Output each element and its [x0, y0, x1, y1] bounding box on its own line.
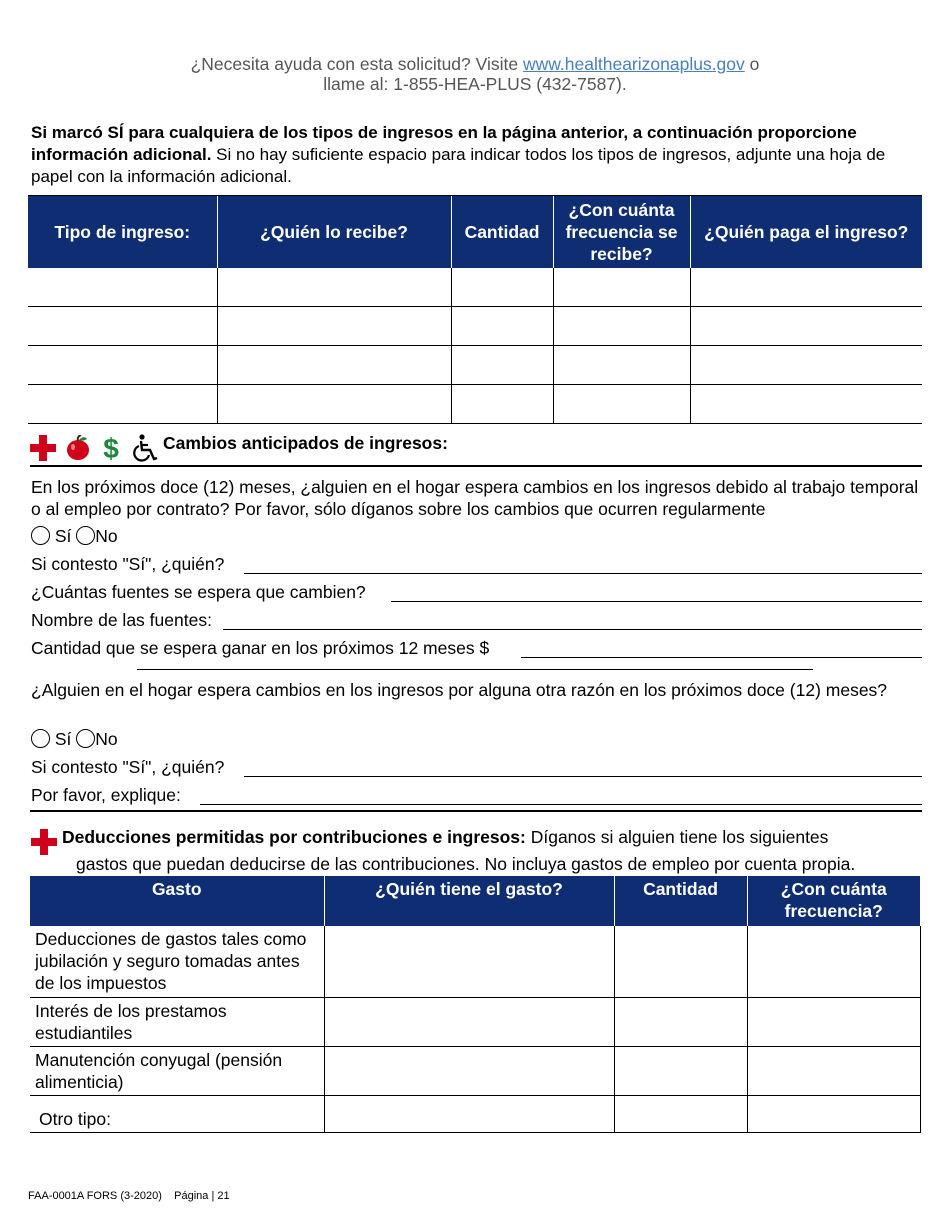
explain-label: Por favor, explique: — [31, 785, 181, 805]
table-cell[interactable] — [553, 346, 690, 385]
table-row — [28, 346, 922, 385]
yes-radio[interactable] — [31, 526, 50, 545]
svg-text:$: $ — [103, 433, 119, 463]
col-frequency: ¿Con cuánta frecuencia? — [747, 876, 920, 926]
table-cell[interactable] — [614, 1046, 747, 1095]
amount-label: Cantidad que se espera ganar en los próximos 12 meses $ — [31, 638, 490, 658]
table-cell[interactable] — [324, 1095, 614, 1132]
table-cell[interactable] — [747, 926, 920, 997]
table-cell[interactable] — [28, 268, 217, 307]
page-number: Página | 21 — [174, 1190, 230, 1202]
yes-label: Sí — [54, 729, 72, 749]
col-amount: Cantidad — [614, 876, 747, 926]
deductions-section-top-rule — [30, 810, 922, 812]
expense-label: Interés de los prestamos estudiantiles — [30, 997, 324, 1046]
apple-icon — [65, 435, 91, 461]
table-cell[interactable] — [614, 997, 747, 1046]
table-cell[interactable] — [747, 1046, 920, 1095]
table-cell[interactable] — [451, 307, 553, 346]
table-row — [30, 1095, 920, 1132]
who-row-2 — [31, 757, 922, 779]
yes-label: Sí — [54, 526, 72, 546]
table-cell[interactable] — [217, 346, 451, 385]
no-label: No — [95, 729, 118, 749]
yes-radio[interactable] — [31, 729, 50, 748]
dollar-icon — [100, 433, 122, 463]
table-cell[interactable] — [614, 926, 747, 997]
table-cell[interactable] — [553, 385, 690, 424]
who-row-1 — [31, 554, 922, 576]
changes-section-header — [30, 432, 922, 467]
yes-no-group-1 — [31, 525, 118, 547]
deductions-table — [30, 876, 921, 1133]
table-cell[interactable] — [451, 346, 553, 385]
section-divider — [137, 669, 813, 670]
who-input-line[interactable] — [244, 776, 922, 777]
no-label: No — [95, 526, 118, 546]
col-income-type: Tipo de ingreso: — [28, 196, 217, 269]
question-other-reason: ¿Alguien en el hogar espera cambios en los ingresos por alguna otra razón en los próximos doce (12) meses? — [31, 680, 888, 700]
income-table-header — [28, 196, 922, 269]
no-radio[interactable] — [76, 526, 95, 545]
table-cell[interactable] — [217, 307, 451, 346]
form-id: FAA-0001A FORS (3-2020) — [28, 1190, 162, 1202]
who-input-line[interactable] — [244, 573, 922, 574]
col-amount: Cantidad — [451, 196, 553, 269]
deductions-text-1: Díganos si alguien tiene los siguientes — [525, 827, 829, 847]
table-row — [30, 1046, 920, 1095]
explain-row — [31, 785, 922, 807]
table-row — [28, 268, 922, 307]
table-row — [30, 997, 920, 1046]
sources-name-label: Nombre de las fuentes: — [31, 610, 212, 630]
sources-name-row — [31, 610, 922, 632]
website-link[interactable]: www.healthearizonaplus.gov — [522, 54, 745, 74]
intro-paragraph — [31, 122, 921, 188]
intro-bold: Si marcó SÍ para cualquiera de los tipos de ingresos en la página anterior, a continuación proporcione información adicional. — [31, 123, 857, 164]
table-cell[interactable] — [747, 1095, 920, 1132]
table-cell[interactable] — [690, 307, 922, 346]
expense-label: Manutención conyugal (pensión alimenticia) — [30, 1046, 324, 1095]
table-cell[interactable] — [324, 1046, 614, 1095]
col-recipient: ¿Quién lo recibe? — [217, 196, 451, 269]
deductions-table-header — [30, 876, 920, 926]
table-row — [28, 385, 922, 424]
deductions-text-2: gastos que puedan deducirse de las contribuciones. No incluya gastos de empleo por cuenta propia. — [76, 854, 856, 874]
table-cell[interactable] — [28, 385, 217, 424]
table-cell[interactable] — [690, 268, 922, 307]
table-cell[interactable] — [28, 346, 217, 385]
sources-count-row — [31, 582, 922, 604]
help-phone: llame al: 1-855-HEA-PLUS (432-7587). — [323, 74, 627, 94]
page-footer — [28, 1190, 230, 1202]
table-cell[interactable] — [324, 926, 614, 997]
no-radio[interactable] — [76, 729, 95, 748]
wheelchair-icon — [133, 434, 159, 462]
col-frequency: ¿Con cuánta frecuencia se recibe? — [553, 196, 690, 269]
help-text-suffix: o — [744, 54, 760, 74]
income-table — [28, 195, 922, 424]
sources-count-label: ¿Cuántas fuentes se espera que cambien? — [31, 582, 366, 602]
deductions-title: Deducciones permitidas por contribuciones e ingresos: — [62, 827, 526, 847]
sources-count-input-line[interactable] — [391, 601, 922, 602]
table-cell[interactable] — [28, 307, 217, 346]
explain-input-line[interactable] — [200, 804, 922, 805]
table-cell[interactable] — [614, 1095, 747, 1132]
col-who-has-expense: ¿Quién tiene el gasto? — [324, 876, 614, 926]
table-cell[interactable] — [553, 268, 690, 307]
col-expense: Gasto — [30, 876, 324, 926]
sources-name-input-line[interactable] — [223, 629, 922, 630]
help-text: ¿Necesita ayuda con esta solicitud? Visite — [190, 54, 523, 74]
col-payer: ¿Quién paga el ingreso? — [690, 196, 922, 269]
medical-cross-icon — [30, 435, 56, 461]
who-label: Si contesto "Sí", ¿quién? — [31, 757, 225, 777]
table-cell[interactable] — [217, 385, 451, 424]
changes-title: Cambios anticipados de ingresos: — [163, 433, 448, 453]
medical-cross-icon — [31, 829, 57, 855]
expense-label: Deducciones de gastos tales como jubilación y seguro tomadas antes de los impuestos — [30, 926, 324, 997]
table-row — [30, 926, 920, 997]
help-header — [0, 54, 950, 94]
who-label: Si contesto "Sí", ¿quién? — [31, 554, 225, 574]
amount-input-line[interactable] — [521, 657, 922, 658]
table-cell[interactable] — [690, 385, 922, 424]
table-cell[interactable] — [451, 385, 553, 424]
table-row — [28, 307, 922, 346]
table-cell[interactable] — [553, 307, 690, 346]
expense-label: Otro tipo: — [30, 1095, 324, 1132]
table-cell[interactable] — [690, 346, 922, 385]
table-cell[interactable] — [324, 997, 614, 1046]
deductions-description — [62, 824, 922, 878]
table-cell[interactable] — [451, 268, 553, 307]
table-cell[interactable] — [747, 997, 920, 1046]
yes-no-group-2 — [31, 728, 118, 750]
intro-rest: Si no hay suficiente espacio para indicar todos los tipos de ingresos, adjunte una hoja de papel con la información adicional. — [31, 145, 886, 186]
question-temp-work: En los próximos doce (12) meses, ¿alguien en el hogar espera cambios en los ingresos debido al trabajo temporal o al empleo por contrato? Por favor, sólo díganos sobre los cambios que ocurren regularmente — [31, 477, 919, 519]
amount-row — [31, 638, 922, 660]
table-cell[interactable] — [217, 268, 451, 307]
